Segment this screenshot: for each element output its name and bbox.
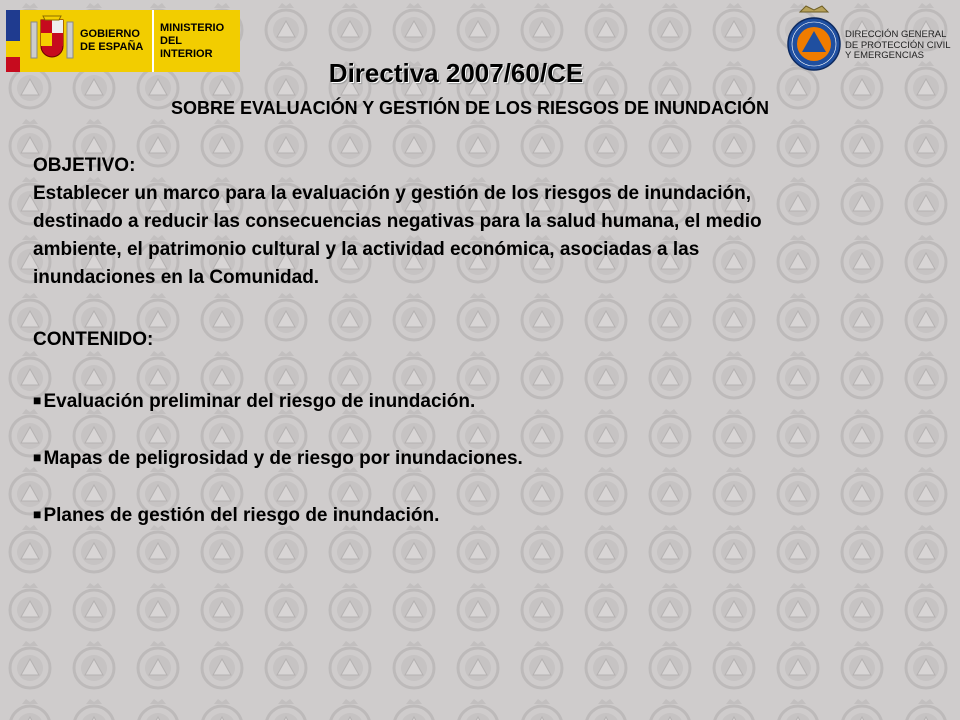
watermark-seal-icon (906, 641, 946, 688)
watermark-seal-icon (202, 583, 242, 630)
watermark-seal-icon (714, 699, 754, 720)
watermark-seal-icon (10, 641, 50, 688)
watermark-seal-icon (266, 699, 306, 720)
dgpce-text: DIRECCIÓN GENERAL DE PROTECCIÓN CIVIL Y EMERGENCIAS (845, 29, 951, 61)
watermark-seal-icon (394, 525, 434, 572)
watermark-seal-icon (10, 699, 50, 720)
watermark-seal-icon (202, 641, 242, 688)
gobierno-text: GOBIERNO DE ESPAÑA (80, 28, 144, 53)
watermark-seal-icon (138, 699, 178, 720)
watermark-seal-icon (266, 583, 306, 630)
watermark-seal-icon (10, 525, 50, 572)
watermark-seal-icon (778, 699, 818, 720)
bullet-square-icon: ■ (33, 506, 42, 522)
watermark-seal-icon (74, 583, 114, 630)
bullet-square-icon: ■ (33, 392, 42, 408)
watermark-seal-icon (586, 583, 626, 630)
watermark-seal-icon (778, 583, 818, 630)
objetivo-paragraph: Establecer un marco para la evaluación y gestión de los riesgos de inundación, destinado a reducir las consecuencias negativas para la salud humana, el medio ambiente, el patrimonio cultural y la actividad económica, asociadas a las inundaciones en la Comunidad. (33, 183, 762, 288)
watermark-seal-icon (394, 699, 434, 720)
watermark-seal-icon (586, 641, 626, 688)
watermark-seal-icon (906, 583, 946, 630)
watermark-seal-icon (458, 641, 498, 688)
watermark-seal-icon (74, 699, 114, 720)
slide-subtitle: SOBRE EVALUACIÓN Y GESTIÓN DE LOS RIESGOS DE INUNDACIÓN (170, 98, 770, 118)
watermark-seal-icon (10, 583, 50, 630)
watermark-seal-icon (650, 583, 690, 630)
watermark-seal-icon (330, 525, 370, 572)
watermark-seal-icon (906, 525, 946, 572)
watermark-seal-icon (266, 641, 306, 688)
watermark-seal-icon (650, 641, 690, 688)
watermark-seal-icon (906, 699, 946, 720)
watermark-seal-icon (522, 525, 562, 572)
objetivo-heading: OBJETIVO: (33, 155, 136, 176)
watermark-seal-icon (522, 699, 562, 720)
watermark-seal-icon (202, 525, 242, 572)
watermark-seal-icon (202, 699, 242, 720)
watermark-seal-icon (586, 699, 626, 720)
watermark-seal-icon (266, 525, 306, 572)
watermark-seal-icon (778, 525, 818, 572)
watermark-seal-icon (842, 699, 882, 720)
watermark-seal-icon (586, 525, 626, 572)
ministerio-text: MINISTERIO DEL INTERIOR (160, 21, 225, 60)
list-item: ■ Evaluación preliminar del riesgo de inundación. (33, 391, 476, 412)
watermark-seal-icon (458, 699, 498, 720)
watermark-seal-icon (458, 583, 498, 630)
list-item: ■ Planes de gestión del riesgo de inundación. (33, 505, 440, 526)
watermark-seal-icon (138, 641, 178, 688)
watermark-seal-icon (74, 525, 114, 572)
watermark-seal-icon (714, 641, 754, 688)
watermark-seal-icon (842, 583, 882, 630)
bullet-square-icon: ■ (33, 449, 42, 465)
watermark-seal-icon (330, 583, 370, 630)
list-item: ■ Mapas de peligrosidad y de riesgo por inundaciones. (33, 448, 523, 469)
watermark-seal-icon (522, 641, 562, 688)
watermark-seal-icon (842, 641, 882, 688)
watermark-seal-icon (650, 699, 690, 720)
watermark-seal-icon (842, 525, 882, 572)
watermark-seal-icon (714, 583, 754, 630)
watermark-seal-icon (138, 583, 178, 630)
watermark-seal-icon (650, 525, 690, 572)
slide-title: Directiva 2007/60/CE (328, 58, 584, 88)
watermark-seal-icon (74, 641, 114, 688)
watermark-seal-icon (394, 583, 434, 630)
contenido-heading: CONTENIDO: (33, 329, 154, 350)
watermark-seal-icon (330, 641, 370, 688)
watermark-seal-icon (778, 641, 818, 688)
watermark-seal-icon (330, 699, 370, 720)
watermark-seal-icon (458, 525, 498, 572)
watermark-seal-icon (138, 525, 178, 572)
watermark-seal-icon (714, 525, 754, 572)
watermark-seal-icon (394, 641, 434, 688)
watermark-seal-icon (522, 583, 562, 630)
